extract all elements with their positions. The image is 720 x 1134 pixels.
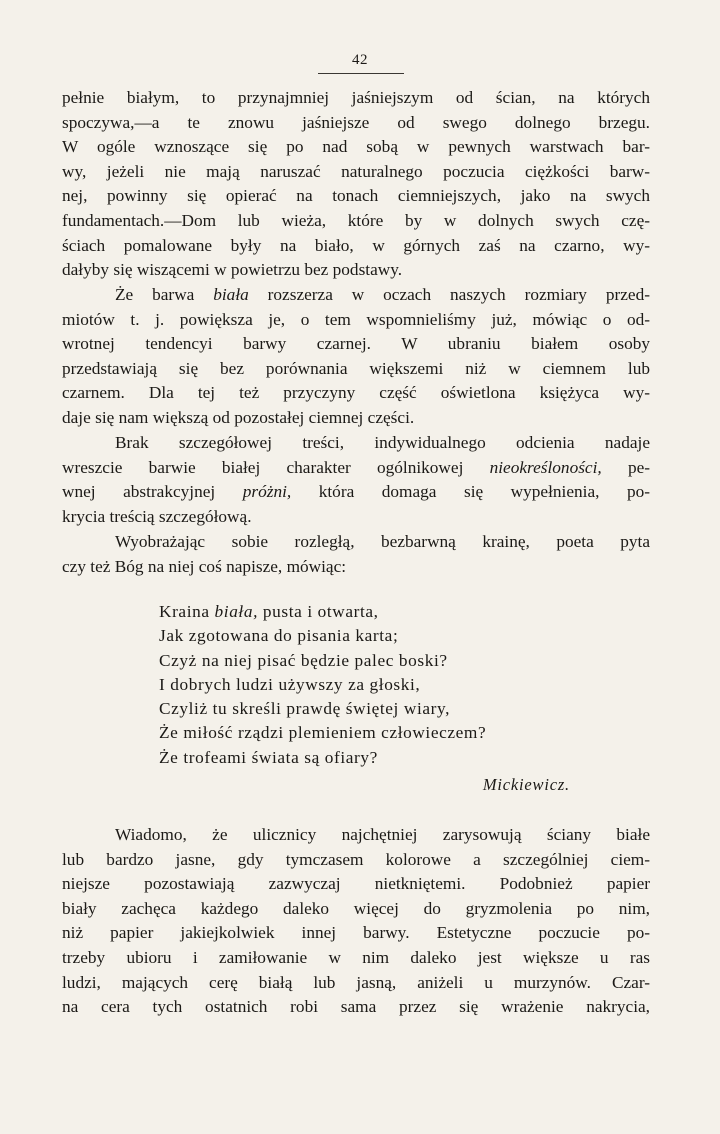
text-line: biały zachęca każdego daleko więcej do gryzmolenia po nim,	[62, 898, 650, 918]
text-line: dałyby się wiszącemi w powietrzu bez podstawy.	[62, 260, 403, 280]
text-line: niejsze pozostawiają zazwyczaj nietkniętemi. Podobnież papier	[62, 874, 650, 894]
text-line: czarnem. Dla tej też przyczyny część oświetlona księżyca wy-	[62, 383, 650, 403]
poem-quote	[159, 600, 589, 770]
poem-line: Że trofeami świata są ofiary?	[159, 747, 378, 767]
text-line: Że barwa biała rozszerza w oczach naszych rozmiary przed-	[115, 285, 650, 304]
text-line: Wyobrażając sobie rozległą, bezbarwną krainę, poeta pyta	[115, 532, 650, 551]
italic-word: biała,	[214, 602, 258, 621]
text-line: czy też Bóg na niej coś napisze, mówiąc:	[62, 556, 347, 576]
text-line: trzeby ubioru i zamiłowanie w nim daleko jest większe u ras	[62, 947, 650, 967]
text-line: daje się nam większą od pozostałej ciemnej części.	[62, 407, 415, 427]
text-line: spoczywa,—a te znowu jaśniejsze od swego dolnego brzegu.	[62, 112, 650, 132]
poem-line: I dobrych ludzi używszy za głoski,	[159, 674, 421, 694]
text-line: wrotnej tendencyi barwy czarnej. W ubraniu białem osoby	[62, 334, 650, 354]
text-line: Brak szczegółowej treści, indywidualnego odcienia nadaje	[115, 433, 650, 452]
paragraph-poet-intro	[62, 530, 650, 579]
poem-line: Że miłość rządzi plemieniem człowieczem?	[159, 723, 487, 743]
page-number: 42	[352, 52, 368, 68]
italic-word: nieokreśloności,	[489, 457, 602, 477]
text-line: lub bardzo jasne, gdy tymczasem kolorowe a szczególniej ciem-	[62, 849, 650, 869]
text-line: ściach pomalowane były na biało, w górnych zaś na czarno, wy-	[62, 235, 650, 255]
text-line: wy, jeżeli nie mają naruszać naturalnego poczucia ciężkości barw-	[62, 161, 650, 181]
poem-line: Jak zgotowana do pisania karta;	[159, 626, 399, 646]
text-line: na cera tych ostatnich robi sama przez się wrażenie nakrycia,	[62, 997, 650, 1017]
paragraph-abstract-void	[62, 431, 650, 529]
text-line: fundamentach.—Dom lub wieża, które by w dolnych swych czę-	[62, 210, 650, 230]
text-line: niż papier jakiejkolwiek innej barwy. Estetyczne poczucie po-	[62, 923, 650, 943]
paragraph-continuation	[62, 86, 650, 283]
text-line: krycia treścią szczegółową.	[62, 506, 252, 526]
paragraph-white-enlarges	[62, 283, 650, 431]
page-number-rule	[318, 73, 404, 74]
text-line: miotów t. j. powiększa je, o tem wspomnieliśmy już, mówiąc o od-	[62, 309, 650, 329]
text-line: wnej abstrakcyjnej próżni, która domaga się wypełnienia, po-	[62, 482, 650, 502]
text-line: pełnie białym, to przynajmniej jaśniejszym od ścian, na których	[62, 88, 650, 107]
poem-line: Czyliż tu skreśli prawdę świętej wiary,	[159, 699, 451, 719]
text-line: nej, powinny się opierać na tonach ciemniejszych, jako na swych	[62, 186, 650, 206]
poem-author: Mickiewicz.	[482, 775, 570, 794]
text-line: Wiadomo, że ulicznicy najchętniej zarysowują ściany białe	[115, 825, 650, 844]
text-line: wreszcie barwie białej charakter ogólnikowej nieokreśloności, pe-	[62, 457, 650, 477]
poem-line: Kraina biała, pusta i otwarta,	[159, 602, 379, 621]
text-line: ludzi, mających cerę białą lub jasną, aniżeli u murzynów. Czar-	[62, 972, 650, 992]
poem-line: Czyż na niej pisać będzie palec boski?	[159, 650, 448, 670]
text-line: W ogóle wznoszące się po nad sobą w pewnych warstwach bar-	[62, 137, 650, 157]
italic-word: próżni,	[242, 482, 292, 502]
text-line: przedstawiają się bez porównania większemi niż w ciemnem lub	[62, 358, 650, 378]
paragraph-street-urchins	[62, 823, 650, 1020]
italic-word: biała	[213, 285, 249, 304]
